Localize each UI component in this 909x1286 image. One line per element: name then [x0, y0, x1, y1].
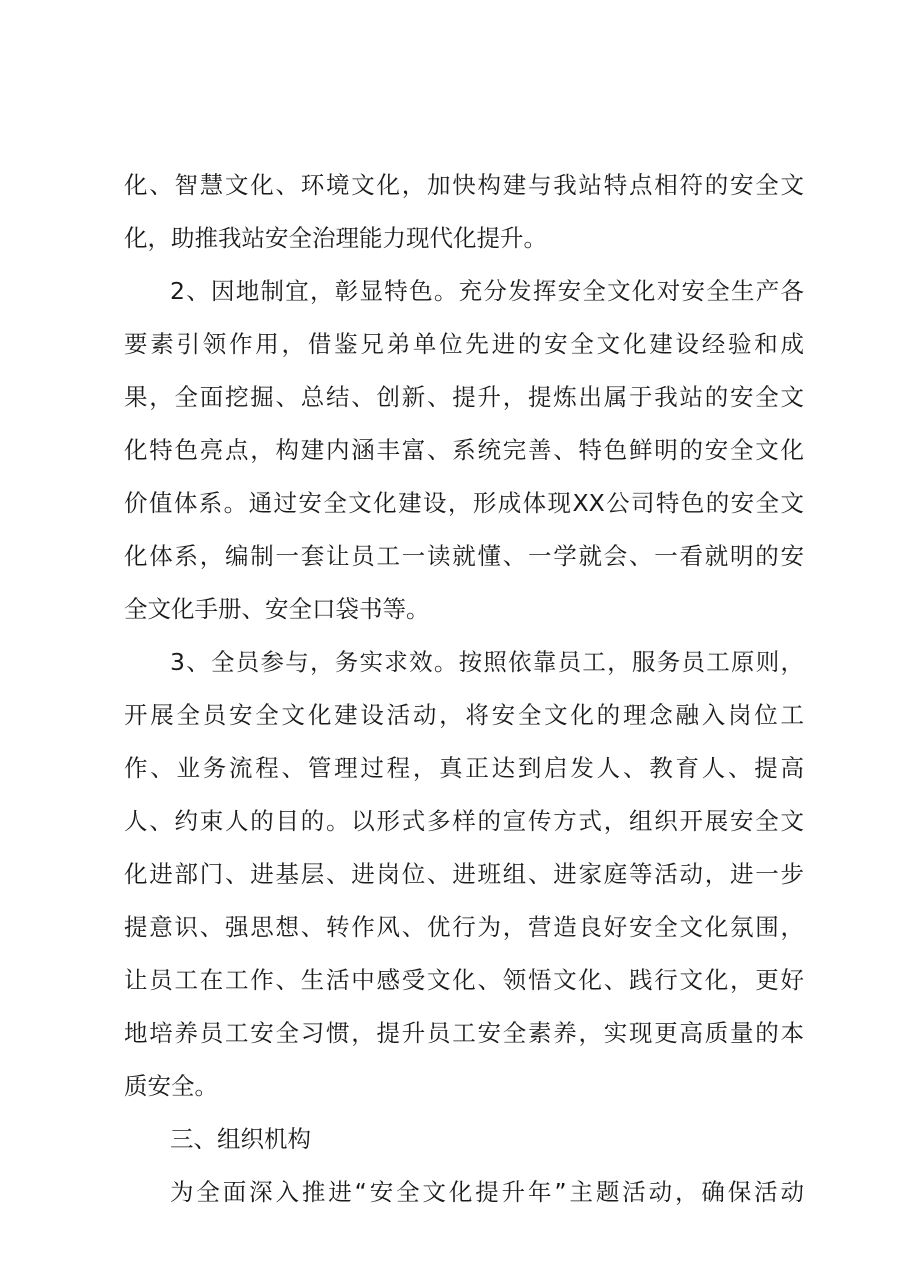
paragraph-line: 全文化手册、安全口袋书等。: [124, 595, 430, 623]
paragraph-line: 让员工在工作、生活中感受文化、领悟文化、践行文化，更好: [124, 966, 804, 994]
paragraph-line: 果，全面挖掘、总结、创新、提升，提炼出属于我站的安全文: [124, 383, 804, 411]
paragraph-line: 化、智慧文化、环境文化，加快构建与我站特点相符的安全文: [124, 171, 804, 199]
section-heading: 三、组织机构: [170, 1125, 311, 1153]
paragraph-line: 为全面深入推进“安全文化提升年”主题活动，确保活动: [170, 1178, 804, 1206]
paragraph-line: 化体系，编制一套让员工一读就懂、一学就会、一看就明的安: [124, 542, 804, 570]
paragraph-line: 作、业务流程、管理过程，真正达到启发人、教育人、提高: [124, 754, 804, 782]
paragraph-line: 质安全。: [124, 1072, 218, 1100]
paragraph-line: 化特色亮点，构建内涵丰富、系统完善、特色鲜明的安全文化: [124, 436, 804, 464]
paragraph-line: 人、约束人的目的。以形式多样的宣传方式，组织开展安全文: [124, 807, 804, 835]
paragraph-line: 3、全员参与，务实求效。按照依靠员工，服务员工原则，: [170, 648, 804, 676]
paragraph-line: 要素引领作用，借鉴兄弟单位先进的安全文化建设经验和成: [124, 330, 804, 358]
paragraph-line: 提意识、强思想、转作风、优行为，营造良好安全文化氛围，: [124, 913, 804, 941]
paragraph-line: 地培养员工安全习惯，提升员工安全素养，实现更高质量的本: [124, 1019, 804, 1047]
paragraph-line: 化，助推我站安全治理能力现代化提升。: [124, 224, 547, 252]
paragraph-line: 2、因地制宜，彰显特色。充分发挥安全文化对安全生产各: [170, 277, 804, 305]
paragraph-line: 化进部门、进基层、进岗位、进班组、进家庭等活动，进一步: [124, 860, 804, 888]
paragraph-line: 开展全员安全文化建设活动，将安全文化的理念融入岗位工: [124, 701, 804, 729]
paragraph-line: 价值体系。通过安全文化建设，形成体现XX公司特色的安全文: [124, 489, 804, 517]
